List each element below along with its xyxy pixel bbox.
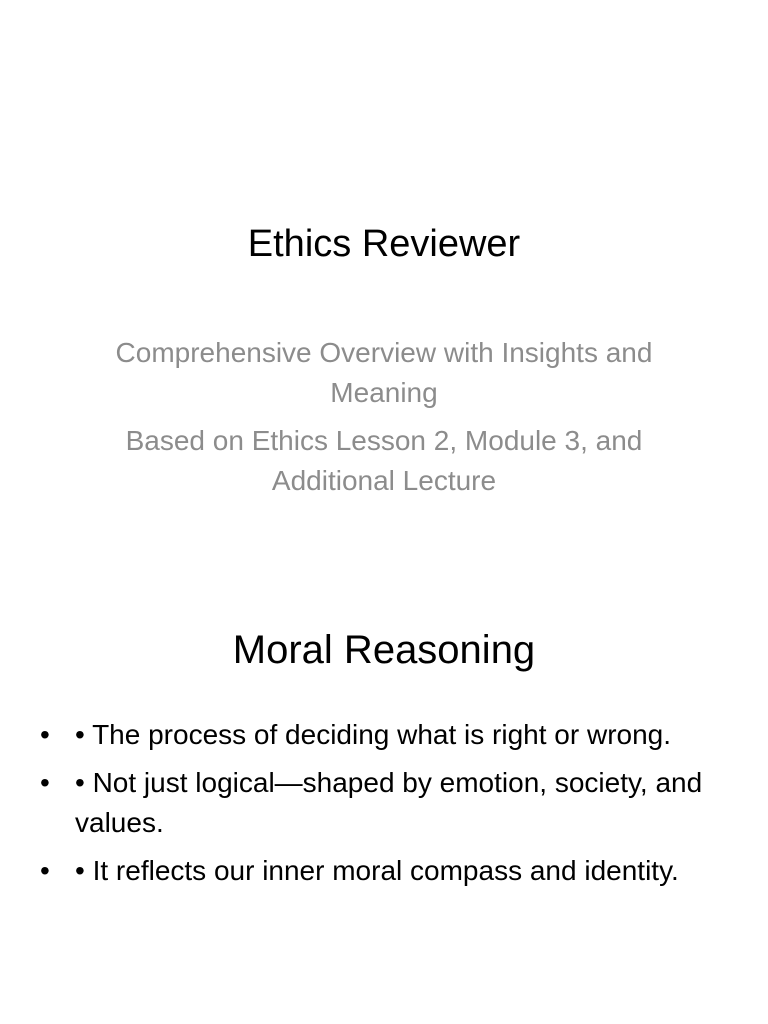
bullet-item [40, 763, 720, 843]
bullet-marker: • [40, 719, 50, 750]
subtitle-line-1: Comprehensive Overview with Insights and Meaning [115, 337, 653, 408]
slide-subtitle [100, 333, 668, 509]
bullet-text: • It reflects our inner moral compass and identity. [75, 855, 679, 886]
subtitle-line-2: Based on Ethics Lesson 2, Module 3, and Additional Lecture [125, 425, 643, 496]
bullet-item [40, 715, 720, 755]
bullet-text: • Not just logical—shaped by emotion, society, and values. [75, 767, 703, 838]
bullet-list [40, 715, 720, 899]
bullet-marker: • [40, 767, 50, 798]
bullet-item [40, 851, 720, 891]
bullet-marker: • [40, 855, 50, 886]
section-title: Moral Reasoning [232, 628, 536, 672]
bullet-text: • The process of deciding what is right or wrong. [75, 719, 672, 750]
slide-title: Ethics Reviewer [247, 223, 521, 265]
